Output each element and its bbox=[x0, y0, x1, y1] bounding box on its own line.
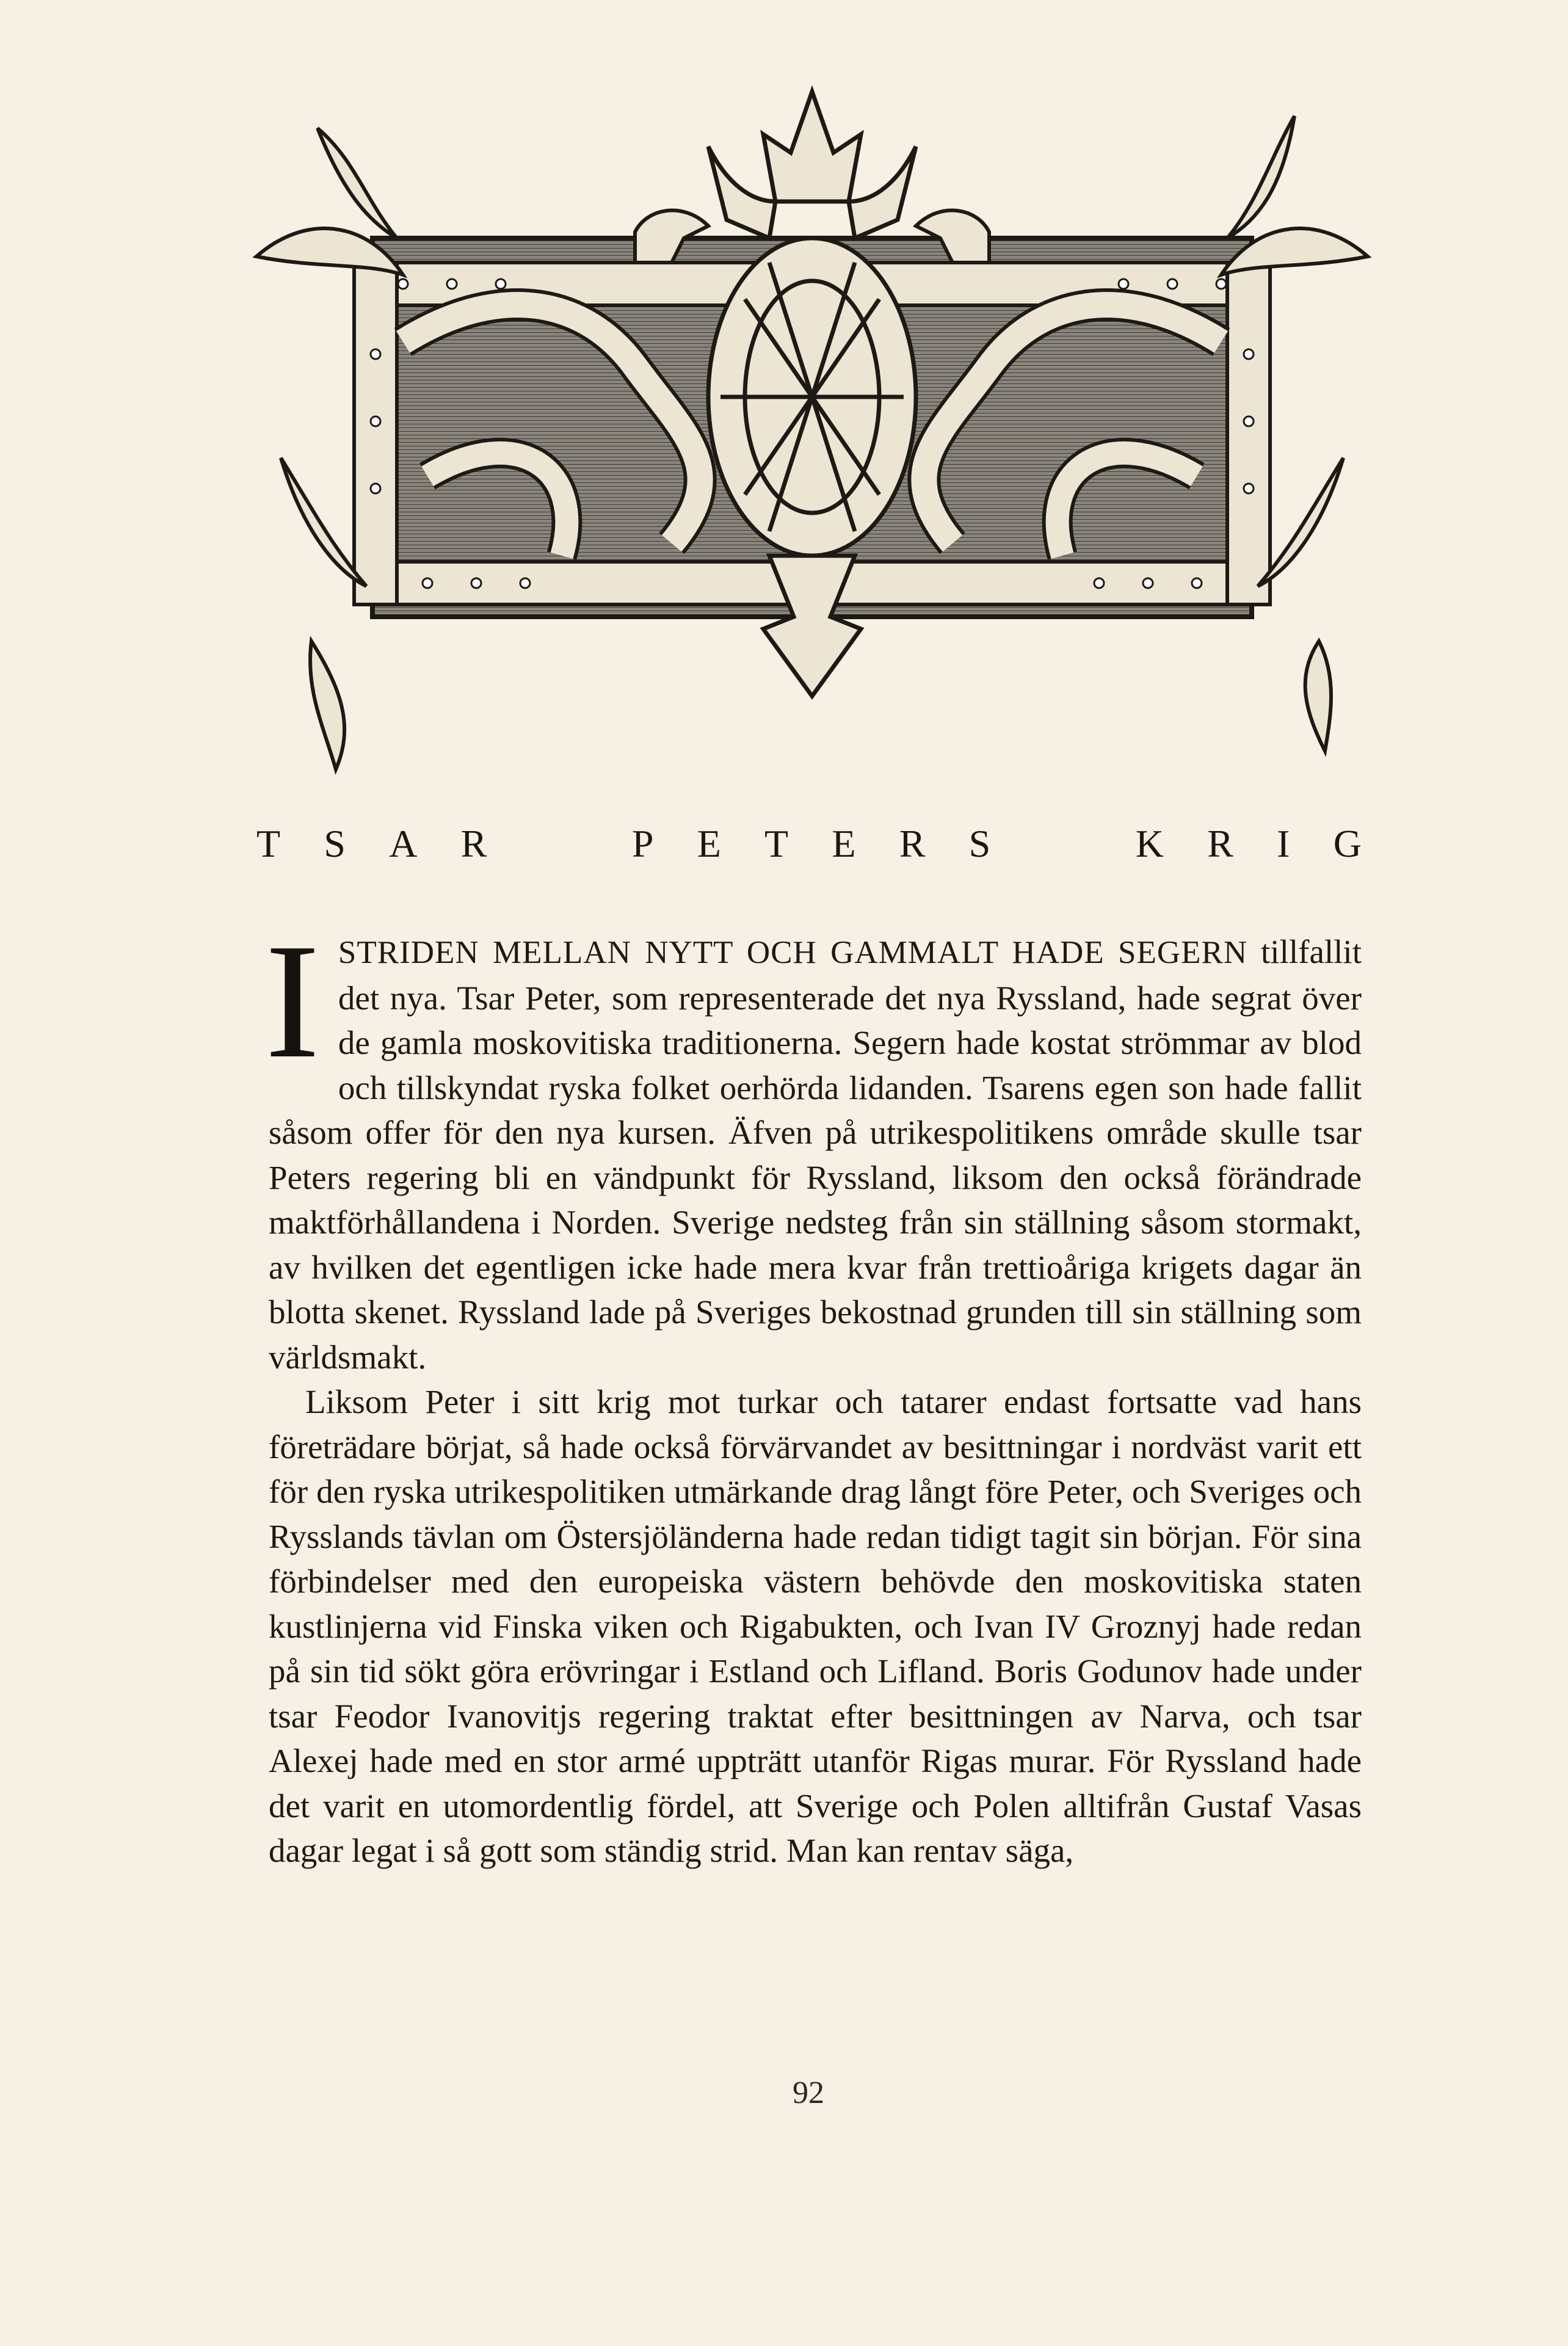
page-number: 92 bbox=[793, 2075, 824, 2110]
title-letter: R bbox=[460, 822, 487, 865]
paragraph-2: Liksom Peter i sitt krig mot turkar och tatarer endast fortsatte vad hans företrädare börjat, så hade också förvärvandet av besittningar i nordväst varit ett för den ryska utrikespolitiken utmärkande drag långt före Peter, och Sveriges och Rysslands tävlan om Östersjöländerna hade redan tidigt tagit sin början. För sina förbindelser med den europeiska västern behövde den moskovitiska staten kustlinjerna vid Finska viken och Rigabukten, och Ivan IV Groznyj hade redan på sin tid sökt göra erövringar i Estland och Lifland. Boris Godunov hade under tsar Feodor Ivanovitjs regering traktat efter besittningen av Narva, och tsar Alexej hade med en stor armé uppträtt utanför Rigas murar. För Ryssland hade det varit en utomordentlig fördel, att Sverige och Polen alltifrån Gustaf Vasas dagar legat i så gott som ständig strid. Man kan rentav säga, bbox=[269, 1383, 1362, 1869]
paragraph-1-text: tillfallit det nya. Tsar Peter, som representerade det nya Ryssland, hade segrat över de gamla moskovitiska traditionerna. Segern hade kostat strömmar av blod och tillskyndat ryska folket oerhörda lidanden. Tsarens egen son hade fallit såsom offer för den nya kursen. Äfven på utrikespolitikens område skulle tsar Peters regering bli en vändpunkt för Ryssland, liksom den också förändrade maktförhållandena i Norden. Sverige nedsteg från sin ställning såsom stormakt, av hvilken det egentligen icke hade mera kvar från trettioåriga krigets dagar än blotta skenet. Ryssland lade på Sveriges bekostnad grunden till sin ställning som världsmakt. bbox=[269, 933, 1362, 1376]
title-letter: T bbox=[256, 822, 281, 865]
title-letter: S bbox=[324, 822, 346, 865]
title-letter: S bbox=[968, 822, 991, 865]
title-letter: A bbox=[389, 822, 418, 865]
title-letter: R bbox=[899, 822, 926, 865]
title-letter: P bbox=[631, 822, 654, 865]
drop-cap: I bbox=[265, 910, 320, 1092]
paragraph-1 bbox=[269, 929, 1362, 1379]
title-letter: E bbox=[832, 822, 856, 865]
title-letter: R bbox=[1207, 822, 1233, 865]
title-letter: I bbox=[1277, 822, 1290, 865]
interlace-headpiece-ornament bbox=[244, 79, 1380, 782]
body-text bbox=[265, 910, 1362, 1873]
title-letter: K bbox=[1135, 822, 1164, 865]
title-word-gap bbox=[1034, 821, 1092, 866]
title-word-gap bbox=[531, 821, 589, 866]
chapter-title bbox=[256, 821, 1362, 866]
title-letter: E bbox=[697, 822, 721, 865]
title-letter: T bbox=[764, 822, 789, 865]
title-letter: G bbox=[1333, 822, 1362, 865]
lead-in-caps: STRIDEN MELLAN NYTT OCH GAMMALT HADE SEGERN bbox=[338, 935, 1248, 970]
